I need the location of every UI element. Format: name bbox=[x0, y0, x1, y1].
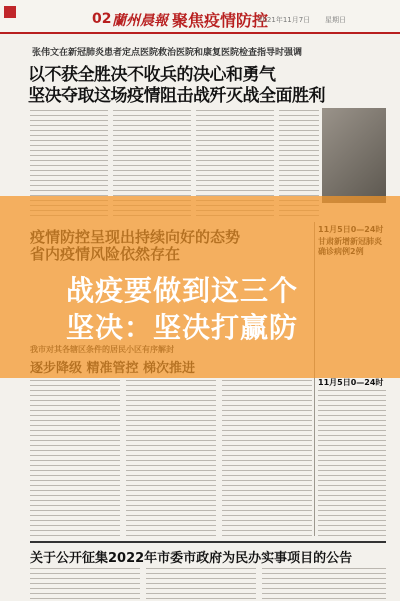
story1-headline-line2: 坚决夺取这场疫情阻击战歼灭战全面胜利 bbox=[28, 86, 325, 106]
story1-headline-line1: 以不获全胜决不收兵的决心和勇气 bbox=[28, 65, 276, 85]
story1-photo bbox=[322, 108, 386, 203]
story3-column-3 bbox=[222, 378, 312, 536]
notice-column-2 bbox=[146, 566, 256, 601]
notice-column-1 bbox=[30, 566, 140, 601]
page-number: 02 bbox=[92, 11, 112, 27]
story3-column-1 bbox=[30, 378, 120, 536]
issue-date: 2021年11月7日 bbox=[258, 16, 311, 24]
issue-weekday: 星期日 bbox=[325, 16, 346, 24]
section-title: 聚焦疫情防控 bbox=[172, 11, 269, 30]
notice-title: 关于公开征集2022年市委市政府为民办实事项目的公告 bbox=[30, 551, 353, 566]
story3-column-2 bbox=[126, 378, 216, 536]
overlay-caption-line1[interactable]: 战疫要做到这三个 bbox=[66, 274, 299, 307]
notice-divider bbox=[30, 541, 386, 543]
story1-kicker: 张伟文在新冠肺炎患者定点医院救治医院和康复医院检查指导时强调 bbox=[32, 48, 303, 58]
newspaper-header bbox=[0, 0, 400, 34]
paper-name: 蘭州晨報 bbox=[112, 13, 168, 29]
logo-mark-icon bbox=[4, 6, 16, 18]
notice-column-3 bbox=[262, 566, 386, 601]
sidebar-item2-title: 11月5日0—24时 bbox=[318, 378, 384, 387]
sidebar-column bbox=[318, 388, 386, 536]
overlay-caption-line2[interactable]: 坚决：坚决打赢防 bbox=[66, 311, 299, 344]
